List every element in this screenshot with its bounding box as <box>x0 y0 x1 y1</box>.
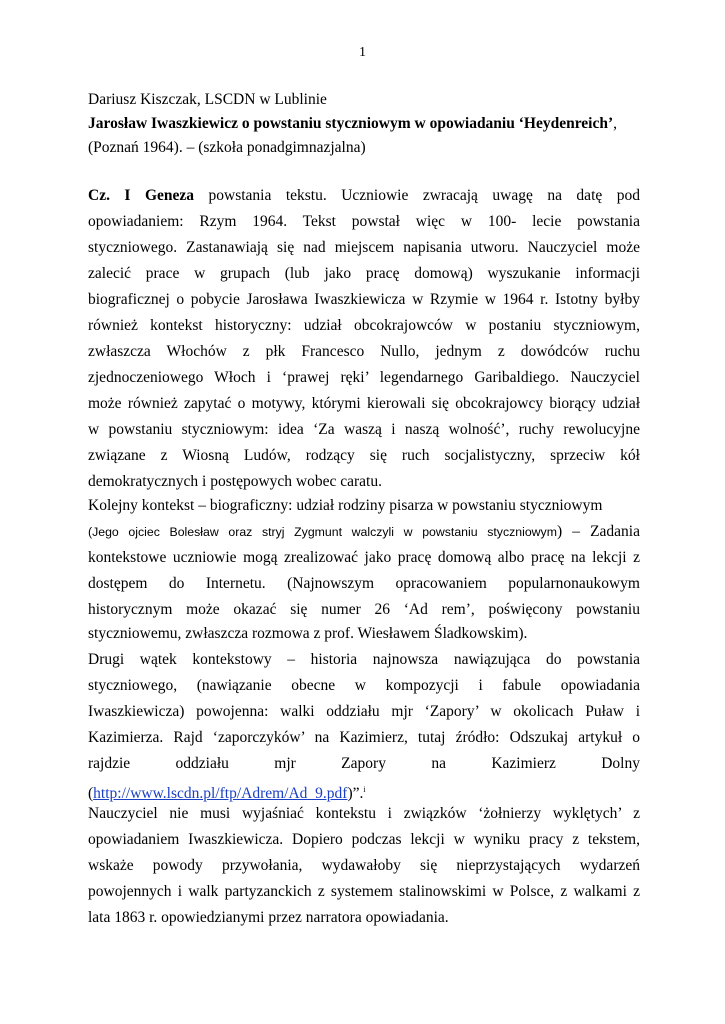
section1-line: również kontekst historyczny: udział obcokrajowców w postaniu styczniowym, <box>88 317 640 334</box>
section-label: Cz. I Geneza <box>88 187 195 204</box>
section1-line: opowiadaniem: Rzym 1964. Tekst powstał więc w 100- lecie powstania <box>88 213 640 230</box>
section2-line: (Jego ojciec Bolesław oraz stryj Zygmunt walczyli w powstaniu styczniowym) – Zadania <box>88 523 640 540</box>
footnote-marker[interactable]: i <box>363 785 366 794</box>
section1-line: związane z Wiosną Ludów, rodzący się ruch socjalistyczny, sprzeciw kół <box>88 447 640 464</box>
section1-line: biograficznej o pobycie Jarosława Iwaszkiewicza w Rzymie w 1964 r. Istotny byłby <box>88 291 640 308</box>
section4-line: powojennych i walk partyzanckich z systemem stalinowskimi w Polsce, z walkami z <box>88 883 640 900</box>
section3-line: styczniowego, (nawiązanie obecne w kompozycji i fabule opowiadania <box>88 677 640 694</box>
section1-line: może również zapytać o motywy, którymi kierowali się obcokrajowcy biorący udział <box>88 395 640 412</box>
section2-line: dostępem do Internetu. (Najnowszym opracowaniem popularnonaukowym <box>88 575 640 592</box>
section3-line: Iwaszkiewicza) powojenna: walki oddziału mjr ‘Zapory’ w okolicach Puław i <box>88 703 640 720</box>
section3-line: Kazimierza. Rajd ‘zaporczyków’ na Kazimierz, tutaj źródło: Odszukaj artykuł o <box>88 729 640 746</box>
document-title: Jarosław Iwaszkiewicz o powstaniu styczniowym w opowiadaniu ‘Heydenreich’ <box>88 115 614 132</box>
document-title-line: Jarosław Iwaszkiewicz o powstaniu styczniowym w opowiadaniu ‘Heydenreich’, <box>88 115 618 132</box>
document-meta: (Poznań 1964). – (szkoła ponadgimnazjalna) <box>88 139 366 156</box>
section2-line: kontekstowe uczniowie mogą zrealizować jako pracę domową albo pracę na lekcji z <box>88 549 640 566</box>
section4-line: lata 1863 r. opowiedzianymi przez narratora opowiadania. <box>88 909 449 926</box>
section2-line: Kolejny kontekst – biograficzny: udział rodziny pisarza w powstaniu styczniowym <box>88 497 603 514</box>
section3-line: Drugi wątek kontekstowy – historia najnowsza nawiązująca do powstania <box>88 651 640 668</box>
section1-line: zwłaszcza Włochów z płk Francesco Nullo, jednym z dowódców ruchu <box>88 343 640 360</box>
section2-line: styczniowemu, zwłaszcza rozmowa z prof. Wiesławem Śladkowskim). <box>88 625 528 642</box>
author-line: Dariusz Kiszczak, LSCDN w Lublinie <box>88 91 327 108</box>
section4-line: wskaże powody przywołania, wydawałoby się nieprzystających wydarzeń <box>88 857 640 874</box>
article-link[interactable]: http://www.lscdn.pl/ftp/Adrem/Ad_9.pdf <box>93 785 348 803</box>
section3-line: rajdzie oddziału mjr Zapory na Kazimierz Dolny <box>88 755 640 772</box>
section4-line: Nauczyciel nie musi wyjaśniać kontekstu i związków ‘żołnierzy wyklętych’ z <box>88 805 640 822</box>
section1-line: w powstaniu styczniowym: idea ‘Za waszą i naszą wolność’, ruchy rewolucyjne <box>88 421 640 438</box>
section1-line: styczniowego. Zastanawiają się nad miejscem napisania utworu. Nauczyciel może <box>88 239 640 256</box>
section1-line: zjednoczeniowego Włoch i ‘prawej ręki’ legendarnego Garibaldiego. Nauczyciel <box>88 369 640 386</box>
section1-line: Cz. I Geneza powstania tekstu. Uczniowie zwracają uwagę na datę pod <box>88 187 640 204</box>
section2-line: historycznym może okazać się numer 26 ‘Ad rem’, poświęcony powstaniu <box>88 601 640 618</box>
section1-line: zalecić prace w grupach (lub jako pracę domową) wyszukanie informacji <box>88 265 640 282</box>
section4-line: opowiadaniem Iwaszkiewicza. Dopiero podczas lekcji w wyniku pracy z tekstem, <box>88 831 640 848</box>
page-number: 1 <box>359 45 366 60</box>
sans-note: (Jego ojciec Bolesław oraz stryj Zygmunt walczyli w powstaniu styczniowym <box>88 525 557 539</box>
section3-line: (http://www.lscdn.pl/ftp/Adrem/Ad_9.pdf)”.$^i$ <box>88 785 366 803</box>
section1-line: demokratycznych i postępowych wobec caratu. <box>88 473 382 490</box>
